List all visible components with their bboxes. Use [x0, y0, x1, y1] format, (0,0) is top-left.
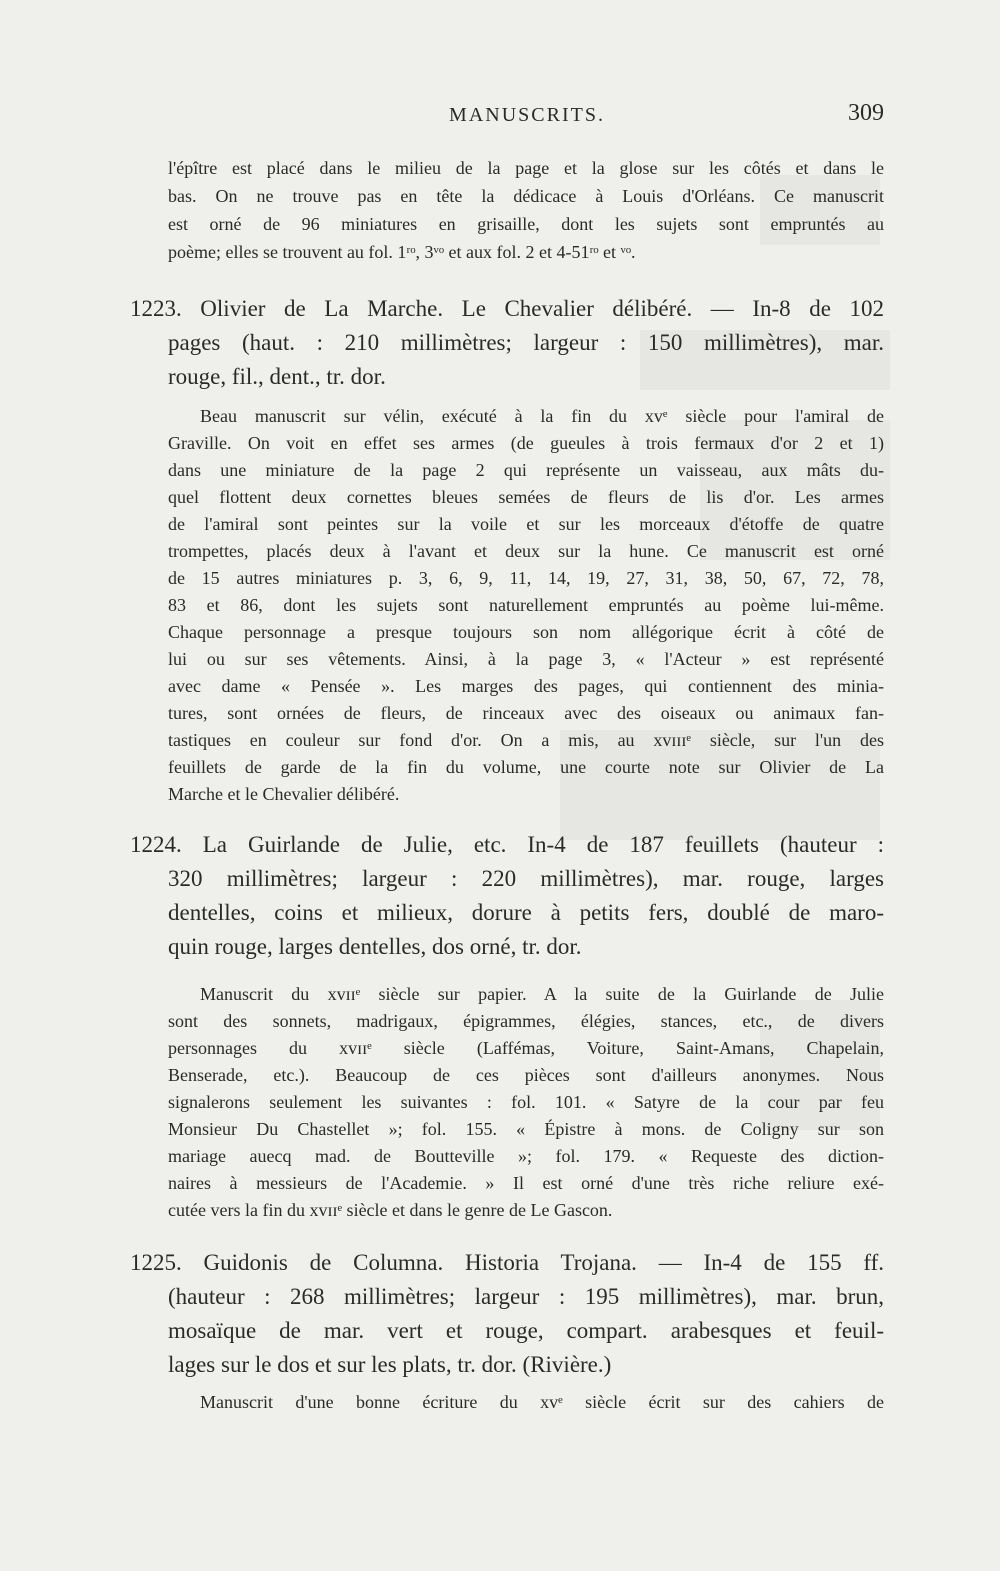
- page-number: 309: [848, 100, 884, 126]
- text-line: bas. On ne trouve pas en tête la dédicace à Louis d'Orléans. Ce manuscrit: [168, 186, 884, 206]
- entry-heading-line: quin rouge, larges dentelles, dos orné, tr. dor.: [168, 934, 582, 959]
- entry-heading-line: dentelles, coins et milieux, dorure à petits fers, doublé de maro-: [168, 900, 884, 925]
- description-line: quel flottent deux cornettes bleues semées de fleurs de lis d'or. Les armes: [168, 487, 884, 507]
- entry-heading-line: rouge, fil., dent., tr. dor.: [168, 364, 386, 389]
- description-line: Benserade, etc.). Beaucoup de ces pièces sont d'ailleurs anonymes. Nous: [168, 1065, 884, 1085]
- description-line: trompettes, placés deux à l'avant et deux sur la hune. Ce manuscrit est orné: [168, 541, 884, 561]
- entry-heading-line: 1224. La Guirlande de Julie, etc. In-4 de 187 feuillets (hauteur :: [130, 832, 884, 857]
- description-line: Chaque personnage a presque toujours son nom allégorique écrit à côté de: [168, 622, 884, 642]
- description-line: tures, sont ornées de fleurs, de rinceaux avec des oiseaux ou animaux fan-: [168, 703, 884, 723]
- entry-heading-line: 1225. Guidonis de Columna. Historia Trojana. — In-4 de 155 ff.: [130, 1250, 884, 1275]
- text-line: est orné de 96 miniatures en grisaille, dont les sujets sont empruntés au: [168, 214, 884, 234]
- entry-heading-line: (hauteur : 268 millimètres; largeur : 195 millimètres), mar. brun,: [168, 1284, 884, 1309]
- text-line: l'épître est placé dans le milieu de la page et la glose sur les côtés et dans le: [168, 158, 884, 178]
- description-line: cutée vers la fin du xvɪɪᵉ siècle et dans le genre de Le Gascon.: [168, 1200, 613, 1220]
- entry-heading-line: pages (haut. : 210 millimètres; largeur : 150 millimètres), mar.: [168, 330, 884, 355]
- description-line: de l'amiral sont peintes sur la voile et sur les morceaux d'étoffe de quatre: [168, 514, 884, 534]
- description-line: Manuscrit d'une bonne écriture du xvᵉ siècle écrit sur des cahiers de: [200, 1392, 884, 1412]
- running-title: MANUSCRITS.: [449, 104, 605, 126]
- description-line: mariage auecq mad. de Boutteville »; fol. 179. « Requeste des diction-: [168, 1146, 884, 1166]
- entry-heading-line: 320 millimètres; largeur : 220 millimètres), mar. rouge, larges: [168, 866, 884, 891]
- text-line: poème; elles se trouvent au fol. 1ʳᵒ, 3ᵛᵒ et aux fol. 2 et 4-51ʳᵒ et ᵛᵒ.: [168, 242, 636, 262]
- description-line: Manuscrit du xvɪɪᵉ siècle sur papier. A la suite de la Guirlande de Julie: [200, 984, 884, 1004]
- entry-heading-line: lages sur le dos et sur les plats, tr. dor. (Rivière.): [168, 1352, 612, 1377]
- page-header: [170, 100, 884, 140]
- description-line: feuillets de garde de la fin du volume, une courte note sur Olivier de La: [168, 757, 884, 777]
- description-line: de 15 autres miniatures p. 3, 6, 9, 11, 14, 19, 27, 31, 38, 50, 67, 72, 78,: [168, 568, 884, 588]
- description-line: naires à messieurs de l'Academie. » Il est orné d'une très riche reliure exé-: [168, 1173, 884, 1193]
- entry-heading-line: mosaïque de mar. vert et rouge, compart. arabesques et feuil-: [168, 1318, 884, 1343]
- description-line: personnages du xvɪɪᵉ siècle (Laffémas, Voiture, Saint-Amans, Chapelain,: [168, 1038, 884, 1058]
- description-line: signalerons seulement les suivantes : fol. 101. « Satyre de la cour par feu: [168, 1092, 884, 1112]
- description-line: Beau manuscrit sur vélin, exécuté à la fin du xvᵉ siècle pour l'amiral de: [200, 406, 884, 426]
- description-line: tastiques en couleur sur fond d'or. On a mis, au xvɪɪɪᵉ siècle, sur l'un des: [168, 730, 884, 750]
- description-line: dans une miniature de la page 2 qui représente un vaisseau, aux mâts du-: [168, 460, 884, 480]
- description-line: lui ou sur ses vêtements. Ainsi, à la page 3, « l'Acteur » est représenté: [168, 649, 884, 669]
- description-line: Monsieur Du Chastellet »; fol. 155. « Épistre à mons. de Coligny sur son: [168, 1119, 884, 1139]
- description-line: Marche et le Chevalier délibéré.: [168, 784, 400, 804]
- description-line: avec dame « Pensée ». Les marges des pages, qui contiennent des minia-: [168, 676, 884, 696]
- description-line: sont des sonnets, madrigaux, épigrammes, élégies, stances, etc., de divers: [168, 1011, 884, 1031]
- description-line: 83 et 86, dont les sujets sont naturellement empruntés au poème lui-même.: [168, 595, 884, 615]
- description-line: Graville. On voit en effet ses armes (de gueules à trois fermaux d'or 2 et 1): [168, 433, 884, 453]
- entry-heading-line: 1223. Olivier de La Marche. Le Chevalier délibéré. — In-8 de 102: [130, 296, 884, 321]
